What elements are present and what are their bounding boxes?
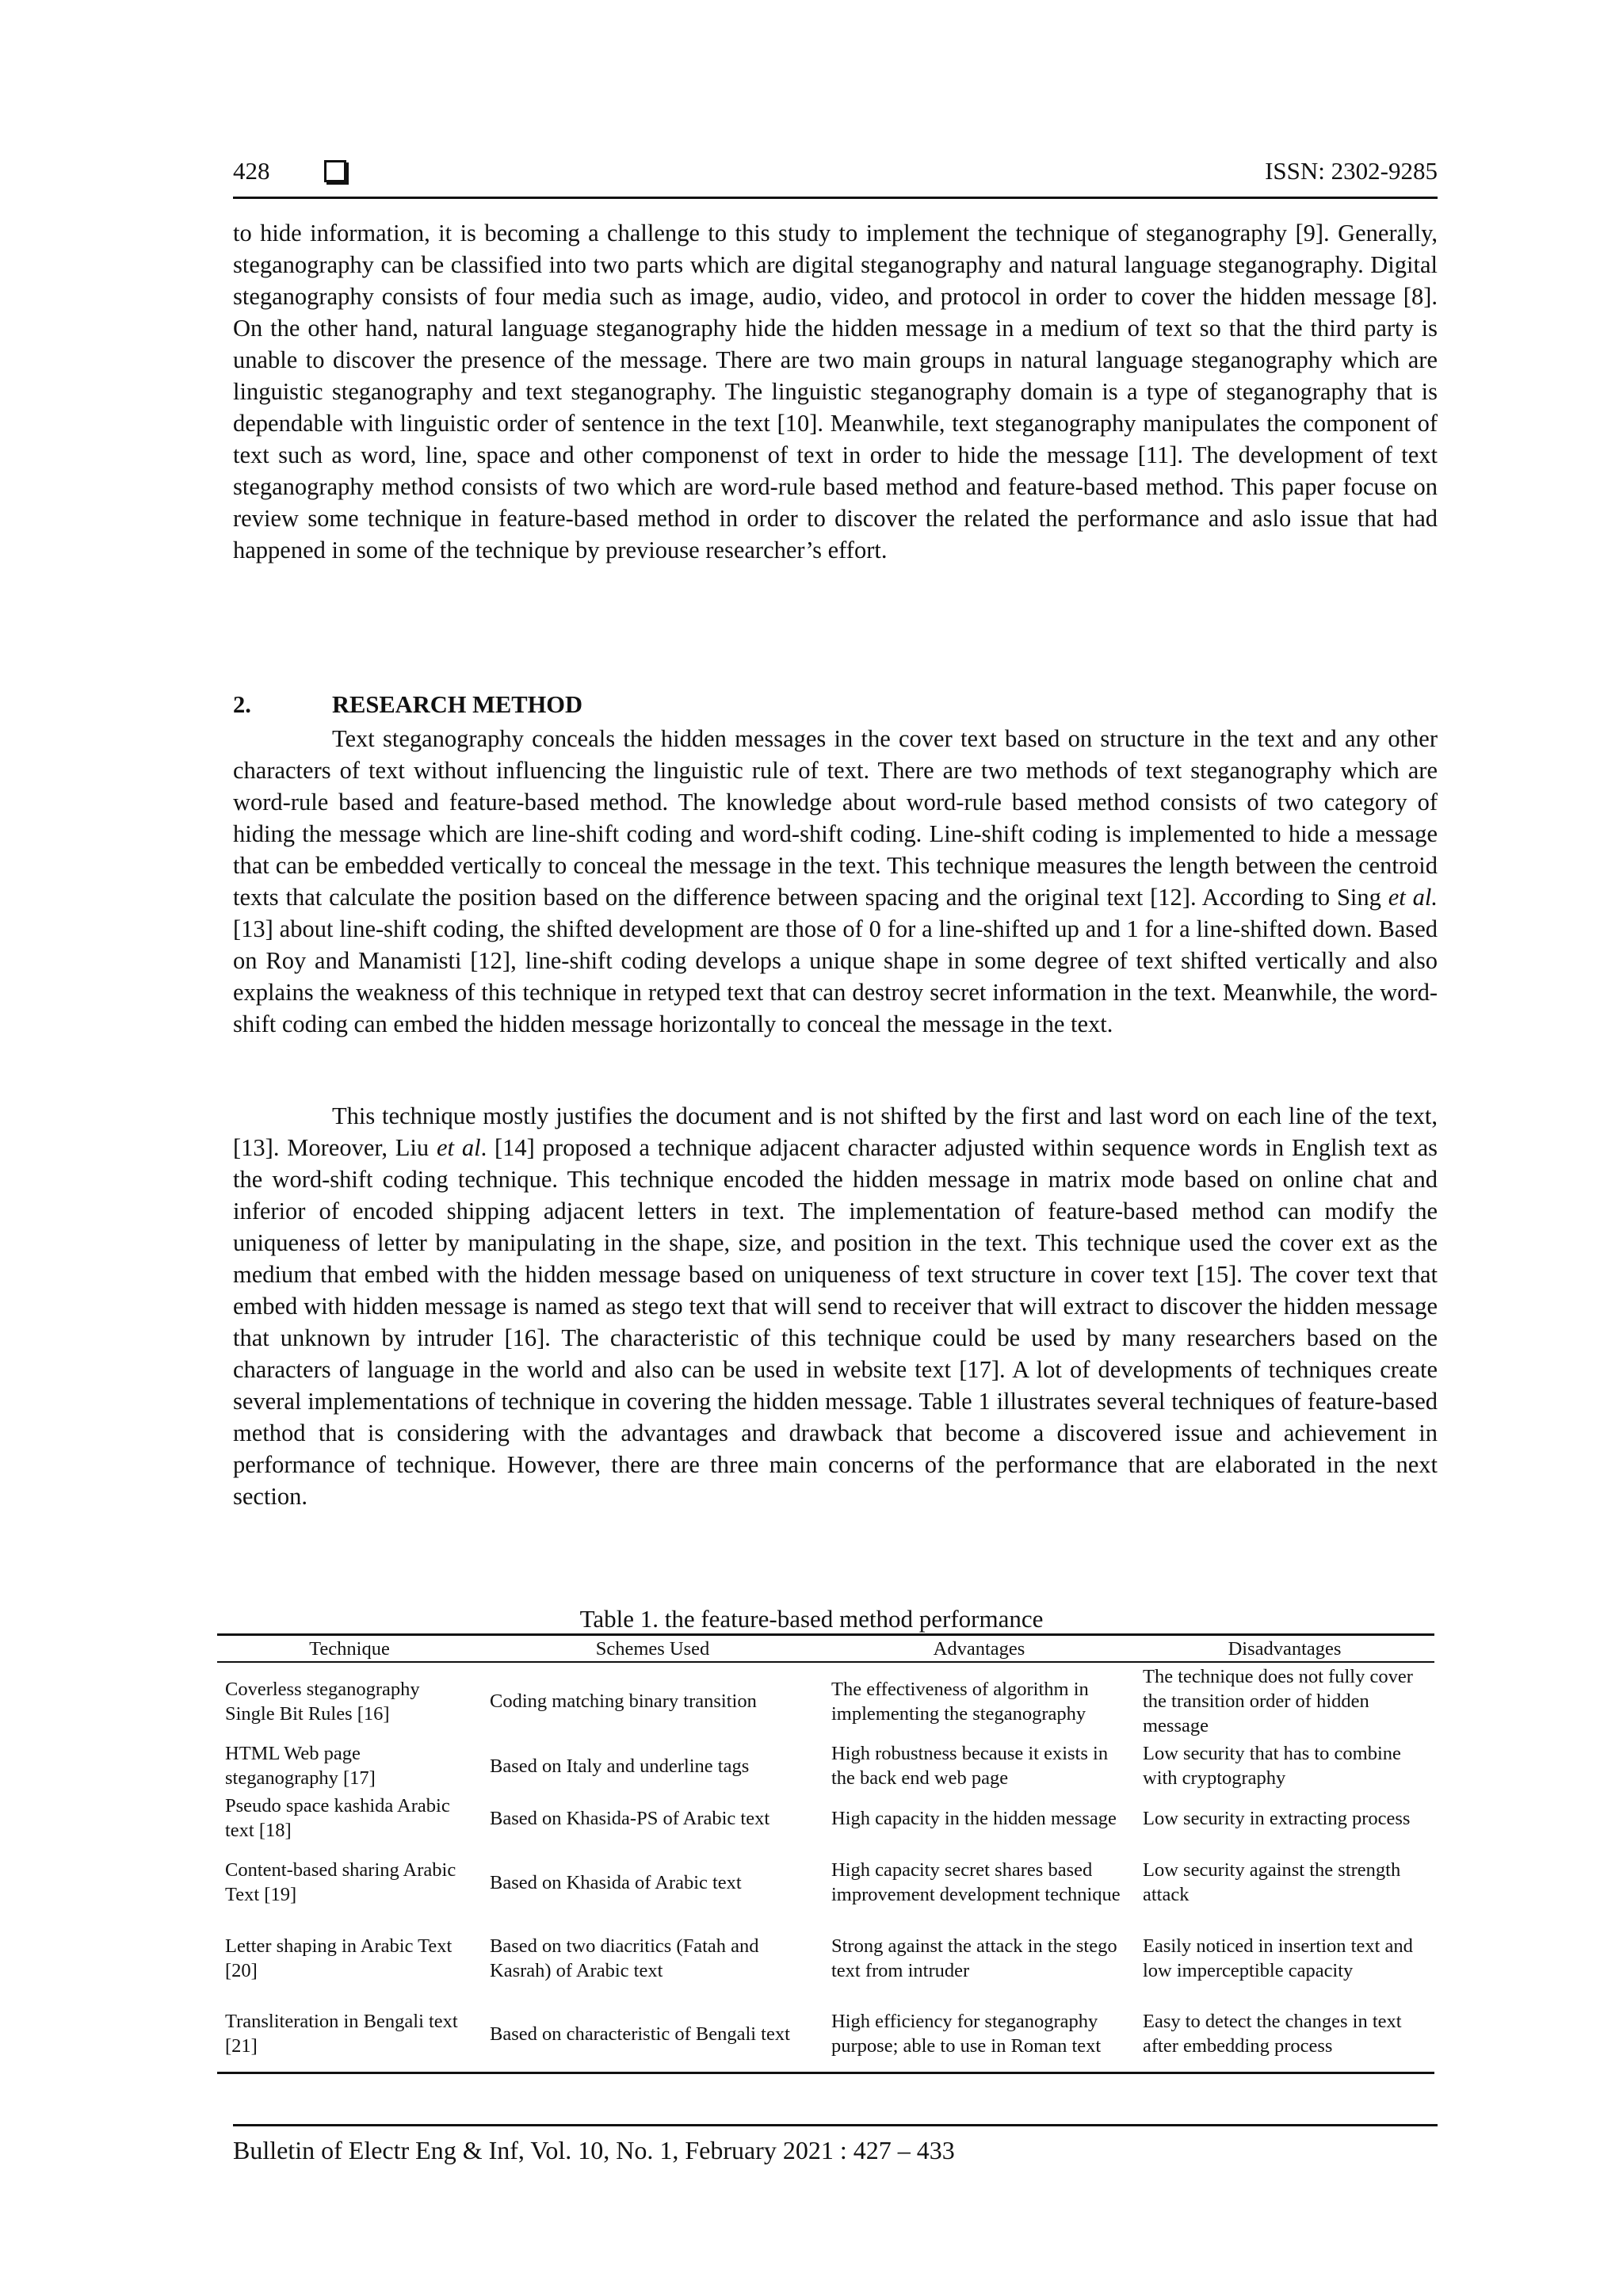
- checkbox-square-icon: [324, 160, 346, 182]
- column-header: Advantages: [823, 1635, 1135, 1663]
- paragraph-text: [13] about line-shift coding, the shifted development are those of 0 for a line-shifted up and 1 for a line-shifted down. Based on Roy and Manamisti [12], line-shift coding develops a unique shape in some degree of text shifted vertically and also explains the weakness of this technique in retyped text that can destroy secret information in the text. Meanwhile, the word-shift coding can embed the hidden message horizontally to conceal the message in the text.: [233, 915, 1438, 1037]
- table-cell: Transliteration in Bengali text [21]: [225, 2011, 458, 2057]
- table-cell: The effectiveness of algorithm in implementing the steganography: [831, 1678, 1089, 1725]
- paragraph-text: . [14] proposed a technique adjacent character adjusted within sequence words in English text as the word-shift coding technique. This technique encoded the hidden message in matrix mode based on online chat and inferior of encoded shipping adjacent letters in text. The implementation of feature-based method can modify the uniqueness of letter by manipulating in the shape, size, and position in the text. This technique used the cover ext as the medium that embed with the hidden message based on uniqueness of text structure in cover text [15]. The cover text that embed with hidden message is named as stego text that will send to receiver that will extract to discover the hidden message that unknown by intruder [16]. The characteristic of this technique could be used by many researchers based on the characters of language in the world and also can be used in website text [17]. A lot of developments of techniques create several implementations of technique in covering the hidden message. Table 1 illustrates several techniques of feature-based method that is considering with the advantages and drawback that become a discovered issue and achievement in performance of technique. However, there are three main concerns of the performance that are elaborated in the next section.: [233, 1134, 1438, 1510]
- page-footer: Bulletin of Electr Eng & Inf, Vol. 10, No. 1, February 2021 : 427 – 433: [233, 2124, 1438, 2165]
- research-method-paragraph-1: [233, 723, 1438, 1040]
- table-header-row: [217, 1635, 1434, 1663]
- table-cell: Content-based sharing Arabic Text [19]: [225, 1859, 456, 1905]
- table-cell: Pseudo space kashida Arabic text [18]: [225, 1795, 450, 1841]
- research-method-paragraph-2: [233, 1100, 1438, 1512]
- column-header: Schemes Used: [482, 1635, 823, 1663]
- section-heading: [233, 691, 582, 719]
- table-cell: Strong against the attack in the stego text from intruder: [831, 1935, 1117, 1981]
- table-cell: Based on Italy and underline tags: [490, 1755, 750, 1777]
- table-cell: High efficiency for steganography purpose; able to use in Roman text: [831, 2011, 1102, 2057]
- feature-based-method-table: [217, 1633, 1434, 2074]
- table-caption: Table 1. the feature-based method performance: [579, 1605, 1044, 1633]
- intro-paragraph: to hide information, it is becoming a challenge to this study to implement the technique of steganography [9]. Generally, steganography can be classified into two parts which are digital steganography and natural language steganography. Digital steganography consists of four media such as image, audio, video, and protocol in order to cover the hidden message [8]. On the other hand, natural language steganography hide the hidden message in a medium of text so that the third party is unable to discover the presence of the message. There are two main groups in natural language steganography which are linguistic steganography and text steganography. The linguistic steganography domain is a type of steganography that is dependable with linguistic order of sentence in the text [10]. Meanwhile, text steganography manipulates the component of text such as word, line, space and other componenst of text in order to hide the message [11]. The development of text steganography method consists of two which are word-rule based method and feature-based method. This paper focuse on review some technique in feature-based method in order to discover the related the performance and aslo issue that had happened in some of the technique by previouse researcher’s effort.: [233, 220, 1438, 563]
- table-cell: High capacity secret shares based improvement development technique: [831, 1859, 1121, 1905]
- paragraph-text: Text steganography conceals the hidden messages in the cover text based on structure in the text and any other characters of text without influencing the linguistic rule of text. There are two methods of text steganography which are word-rule based and feature-based method. The knowledge about word-rule based method consists of two category of hiding the message which are line-shift coding and word-shift coding. Line-shift coding is implemented to hide a message that can be embedded vertically to conceal the message in the text. This technique measures the length between the centroid texts that calculate the position based on the difference between spacing and the original text [12]. According to Sing: [233, 725, 1438, 911]
- table-cell: Based on Khasida-PS of Arabic text: [490, 1807, 770, 1829]
- paragraph-text: This technique mostly justifies the document and is not shifted by the first and last word on each line of the text, [13]. Moreover, Liu: [233, 1102, 1438, 1161]
- table-cell: Letter shaping in Arabic Text [20]: [225, 1935, 453, 1981]
- italic-et-al: et al: [436, 1134, 481, 1161]
- table-cell: Based on Khasida of Arabic text: [490, 1871, 742, 1893]
- table-row: [217, 1996, 1434, 2073]
- table-row: [217, 1740, 1434, 1792]
- page-number: 428: [233, 157, 270, 185]
- issn-label: ISSN: 2302-9285: [1265, 157, 1438, 185]
- section-number: 2.: [233, 691, 251, 718]
- table-row: [217, 1920, 1434, 1996]
- table-cell: High robustness because it exists in the back end web page: [831, 1743, 1109, 1789]
- table-cell: Coding matching binary transition: [490, 1690, 757, 1712]
- table-cell: Low security in extracting process: [1143, 1807, 1411, 1829]
- table-cell: Based on two diacritics (Fatah and Kasrah) of Arabic text: [490, 1935, 759, 1981]
- page-header: [233, 152, 1438, 199]
- table-cell: Low security that has to combine with cryptography: [1143, 1743, 1401, 1789]
- italic-et-al: et al.: [1388, 884, 1438, 911]
- table-cell: HTML Web page steganography [17]: [225, 1743, 376, 1789]
- table-cell: Coverless steganography Single Bit Rules [16]: [225, 1678, 420, 1725]
- table-row: [217, 1844, 1434, 1920]
- section-title: RESEARCH METHOD: [332, 691, 583, 718]
- table-row: [217, 1662, 1434, 1740]
- column-header: Technique: [217, 1635, 482, 1663]
- column-header: Disadvantages: [1135, 1635, 1434, 1663]
- table-cell: High capacity in the hidden message: [831, 1807, 1117, 1829]
- table-cell: Based on characteristic of Bengali text: [490, 2023, 790, 2045]
- table-cell: The technique does not fully cover the transition order of hidden message: [1143, 1666, 1413, 1736]
- table-row: [217, 1792, 1434, 1844]
- table-cell: Easily noticed in insertion text and low imperceptible capacity: [1143, 1935, 1413, 1981]
- table-cell: Easy to detect the changes in text after embedding process: [1143, 2011, 1402, 2057]
- table-cell: Low security against the strength attack: [1143, 1859, 1401, 1905]
